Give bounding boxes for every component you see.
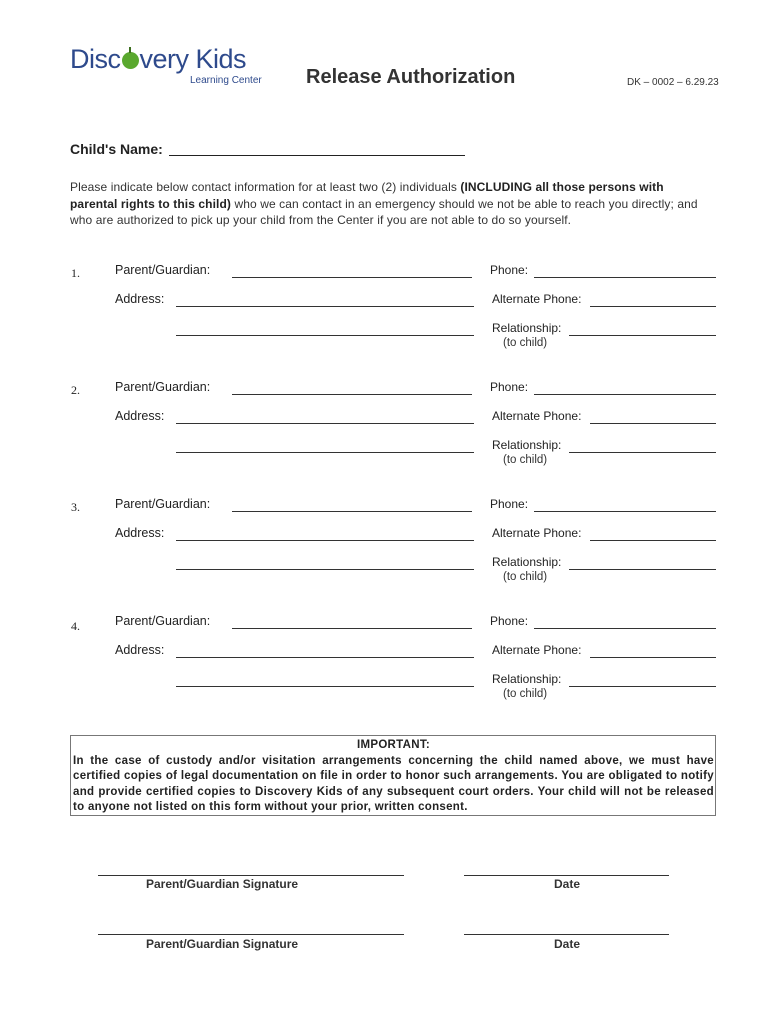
instructions-bold: (INCLUDING all those persons with parental rights to this child) <box>70 180 664 211</box>
alternate-phone-field[interactable] <box>590 540 716 541</box>
alternate-phone-field[interactable] <box>590 306 716 307</box>
relationship-label: Relationship: <box>492 438 562 452</box>
phone-field[interactable] <box>534 394 716 395</box>
phone-label: Phone: <box>490 263 529 277</box>
child-name-field[interactable] <box>169 141 465 156</box>
address-field-line-2[interactable] <box>176 452 474 453</box>
address-field-line-2[interactable] <box>176 686 474 687</box>
alternate-phone-field[interactable] <box>590 423 716 424</box>
logo-subtitle: Learning Center <box>190 75 262 86</box>
parent-guardian-label: Parent/Guardian: <box>115 497 211 511</box>
parent-guardian-field[interactable] <box>232 394 472 395</box>
date-label: Date <box>554 877 581 891</box>
phone-field[interactable] <box>534 277 716 278</box>
page-title: Release Authorization <box>306 66 516 88</box>
address-field-line-1[interactable] <box>176 657 474 658</box>
signature-line[interactable] <box>98 934 404 935</box>
signature-label: Parent/Guardian Signature <box>146 877 299 891</box>
important-notice <box>70 735 716 816</box>
phone-label: Phone: <box>490 614 529 628</box>
important-heading: IMPORTANT: <box>356 739 431 751</box>
relationship-sublabel: (to child) <box>503 337 548 349</box>
alternate-phone-label: Alternate Phone: <box>492 409 582 423</box>
signature-label: Parent/Guardian Signature <box>146 937 299 951</box>
relationship-label: Relationship: <box>492 555 562 569</box>
entry-number: 2. <box>71 383 80 397</box>
logo-text-start: Disc <box>70 44 121 74</box>
logo-wordmark <box>70 44 270 74</box>
contact-entry <box>0 380 770 490</box>
date-label: Date <box>554 937 581 951</box>
relationship-sublabel: (to child) <box>503 571 548 583</box>
form-code: DK – 0002 – 6.29.23 <box>627 77 719 88</box>
address-label: Address: <box>115 292 165 306</box>
parent-guardian-label: Parent/Guardian: <box>115 380 211 394</box>
phone-label: Phone: <box>490 380 529 394</box>
address-field-line-2[interactable] <box>176 335 474 336</box>
parent-guardian-field[interactable] <box>232 628 472 629</box>
instructions-text-2: who we can contact in an emergency should we not be able to reach you directly; and who are authorized to pick up your child from the Center if you are not able to do so yourself. <box>70 196 698 227</box>
relationship-label: Relationship: <box>492 321 562 335</box>
address-field-line-1[interactable] <box>176 540 474 541</box>
address-field-line-1[interactable] <box>176 306 474 307</box>
child-name-label: Child's Name: <box>70 141 163 157</box>
entry-number: 4. <box>71 619 80 633</box>
contact-entry <box>0 497 770 607</box>
relationship-label: Relationship: <box>492 672 562 686</box>
relationship-field[interactable] <box>569 569 716 570</box>
alternate-phone-label: Alternate Phone: <box>492 643 582 657</box>
contact-entry <box>0 263 770 373</box>
relationship-field[interactable] <box>569 335 716 336</box>
address-label: Address: <box>115 409 165 423</box>
date-line[interactable] <box>464 875 669 876</box>
phone-label: Phone: <box>490 497 529 511</box>
address-field-line-2[interactable] <box>176 569 474 570</box>
phone-field[interactable] <box>534 511 716 512</box>
date-line[interactable] <box>464 934 669 935</box>
child-name-row <box>70 141 465 157</box>
parent-guardian-label: Parent/Guardian: <box>115 263 211 277</box>
parent-guardian-field[interactable] <box>232 511 472 512</box>
entry-number: 1. <box>71 266 80 280</box>
parent-guardian-field[interactable] <box>232 277 472 278</box>
relationship-field[interactable] <box>569 452 716 453</box>
alternate-phone-label: Alternate Phone: <box>492 292 582 306</box>
logo-text-end: very Kids <box>139 44 247 74</box>
relationship-sublabel: (to child) <box>503 688 548 700</box>
apple-icon <box>122 52 139 69</box>
signature-line[interactable] <box>98 875 404 876</box>
logo <box>70 44 270 90</box>
important-text: In the case of custody and/or visitation arrangements concerning the child named above, we must have certified copies of legal documentation on file in order to honor such arrangements. You are obligated to notify and provide certified copies to Discovery Kids of any subsequent court orders. Your child will not be released to anyone not listed on this form without your prior, written consent. <box>73 754 714 813</box>
relationship-sublabel: (to child) <box>503 454 548 466</box>
relationship-field[interactable] <box>569 686 716 687</box>
entry-number: 3. <box>71 500 80 514</box>
alternate-phone-field[interactable] <box>590 657 716 658</box>
address-field-line-1[interactable] <box>176 423 474 424</box>
alternate-phone-label: Alternate Phone: <box>492 526 582 540</box>
instructions <box>70 179 700 229</box>
parent-guardian-label: Parent/Guardian: <box>115 614 211 628</box>
contact-entry <box>0 614 770 724</box>
instructions-text-1: Please indicate below contact information for at least two (2) individuals <box>70 180 461 194</box>
phone-field[interactable] <box>534 628 716 629</box>
address-label: Address: <box>115 526 165 540</box>
address-label: Address: <box>115 643 165 657</box>
